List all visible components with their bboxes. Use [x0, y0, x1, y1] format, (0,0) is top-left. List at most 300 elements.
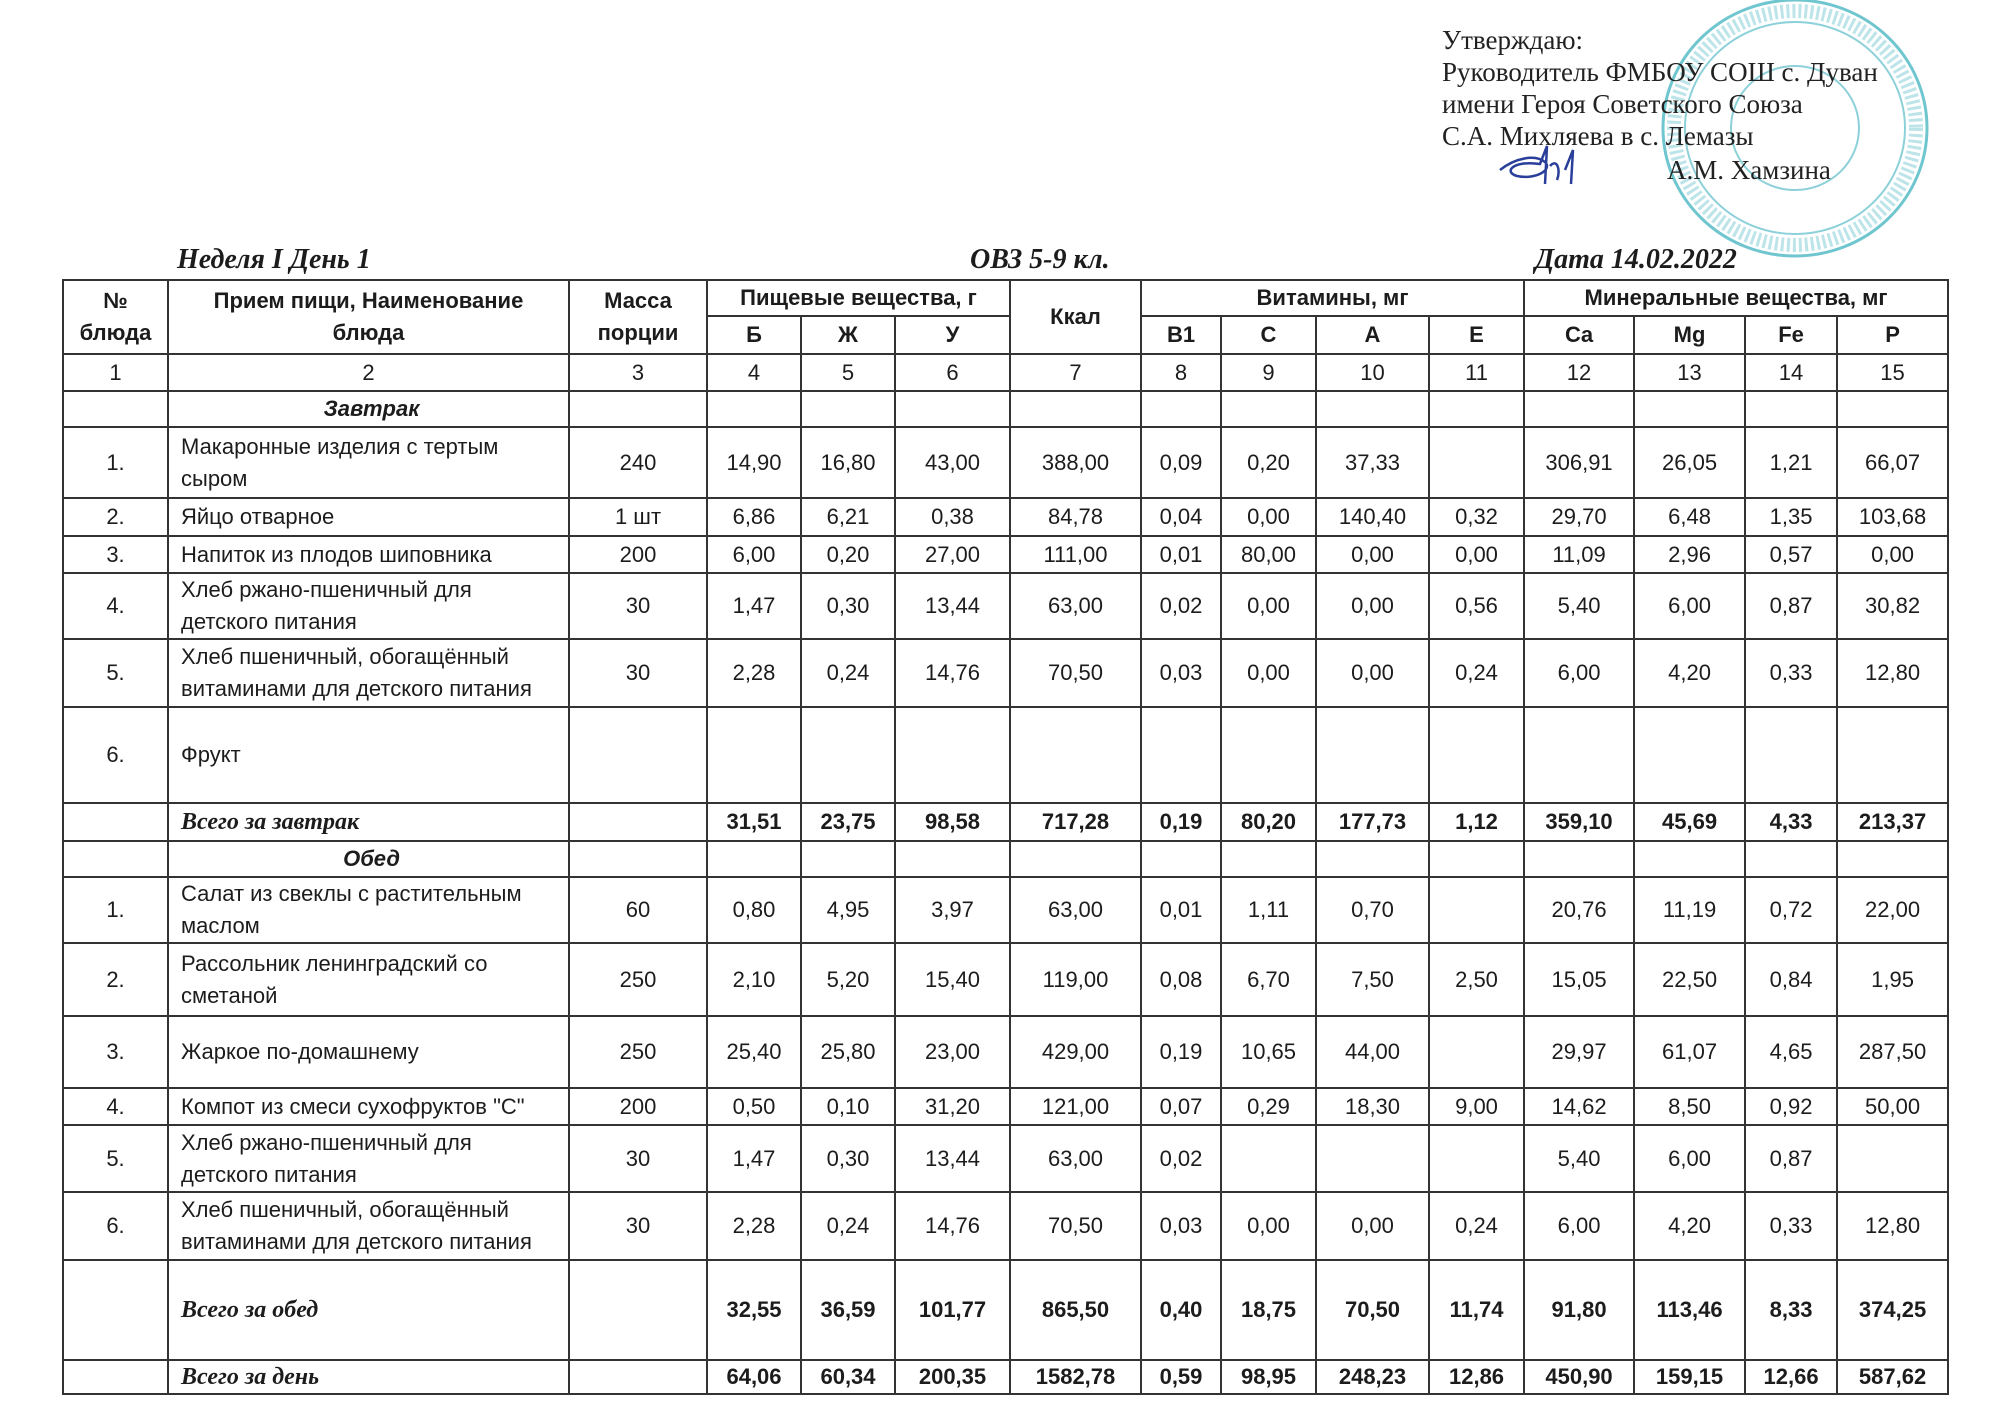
value-cell: 0,00 — [1316, 536, 1429, 573]
value-cell: 6,70 — [1221, 943, 1316, 1016]
total-row — [63, 1360, 1948, 1394]
value-cell: 0,84 — [1745, 943, 1837, 1016]
portion-mass — [569, 1360, 707, 1394]
value-cell: 450,90 — [1524, 1360, 1634, 1394]
header-mass: Масса порции — [569, 280, 707, 354]
value-cell: 98,95 — [1221, 1360, 1316, 1394]
value-cell: 213,37 — [1837, 803, 1948, 841]
portion-mass: 250 — [569, 1016, 707, 1088]
value-cell: 0,00 — [1221, 1192, 1316, 1260]
value-cell: 0,59 — [1141, 1360, 1221, 1394]
value-cell — [1316, 1125, 1429, 1192]
dish-number — [63, 1260, 168, 1360]
value-cell — [1010, 391, 1141, 427]
value-cell — [1141, 707, 1221, 803]
column-index-cell: 6 — [895, 354, 1010, 391]
portion-mass: 30 — [569, 573, 707, 639]
value-cell: 0,09 — [1141, 427, 1221, 498]
value-cell: 80,20 — [1221, 803, 1316, 841]
value-cell: 111,00 — [1010, 536, 1141, 573]
value-cell — [1745, 707, 1837, 803]
value-cell: 0,01 — [1141, 877, 1221, 943]
value-cell — [707, 707, 801, 803]
subheader-cell: Mg — [1634, 316, 1745, 354]
value-cell — [895, 391, 1010, 427]
dish-name: Всего за завтрак — [168, 803, 569, 841]
value-cell — [1634, 841, 1745, 877]
value-cell — [1634, 707, 1745, 803]
value-cell: 0,00 — [1221, 639, 1316, 707]
portion-mass — [569, 803, 707, 841]
value-cell — [1010, 841, 1141, 877]
dish-name: Обед — [168, 841, 569, 877]
dish-name: Рассольник ленинградский со сметаной — [168, 943, 569, 1016]
portion-mass: 30 — [569, 1125, 707, 1192]
value-cell: 248,23 — [1316, 1360, 1429, 1394]
column-index-cell: 14 — [1745, 354, 1837, 391]
value-cell: 3,97 — [895, 877, 1010, 943]
value-cell: 64,06 — [707, 1360, 801, 1394]
value-cell: 0,00 — [1429, 536, 1524, 573]
value-cell: 0,80 — [707, 877, 801, 943]
column-index-cell: 11 — [1429, 354, 1524, 391]
value-cell: 1582,78 — [1010, 1360, 1141, 1394]
portion-mass: 250 — [569, 943, 707, 1016]
value-cell: 101,77 — [895, 1260, 1010, 1360]
value-cell: 0,40 — [1141, 1260, 1221, 1360]
value-cell: 0,24 — [1429, 1192, 1524, 1260]
portion-mass: 200 — [569, 536, 707, 573]
value-cell: 0,72 — [1745, 877, 1837, 943]
portion-mass — [569, 1260, 707, 1360]
subheader-cell: Fe — [1745, 316, 1837, 354]
value-cell: 374,25 — [1837, 1260, 1948, 1360]
dish-number: 2. — [63, 498, 168, 536]
value-cell: 4,20 — [1634, 1192, 1745, 1260]
value-cell: 0,00 — [1316, 1192, 1429, 1260]
value-cell — [1745, 391, 1837, 427]
subheader-cell: У — [895, 316, 1010, 354]
dish-number: 6. — [63, 707, 168, 803]
value-cell — [1429, 877, 1524, 943]
dish-number: 2. — [63, 943, 168, 1016]
value-cell: 14,62 — [1524, 1088, 1634, 1125]
column-index-cell: 1 — [63, 354, 168, 391]
value-cell: 0,02 — [1141, 573, 1221, 639]
dish-name: Жаркое по-домашнему — [168, 1016, 569, 1088]
dish-number — [63, 1360, 168, 1394]
value-cell: 1,47 — [707, 1125, 801, 1192]
value-cell — [1429, 391, 1524, 427]
portion-mass: 240 — [569, 427, 707, 498]
portion-mass — [569, 841, 707, 877]
value-cell: 2,28 — [707, 1192, 801, 1260]
value-cell: 45,69 — [1634, 803, 1745, 841]
value-cell: 0,32 — [1429, 498, 1524, 536]
value-cell: 200,35 — [895, 1360, 1010, 1394]
value-cell: 0,30 — [801, 573, 895, 639]
value-cell: 26,05 — [1634, 427, 1745, 498]
value-cell: 61,07 — [1634, 1016, 1745, 1088]
value-cell — [1141, 841, 1221, 877]
table-row — [63, 877, 1948, 943]
value-cell: 0,03 — [1141, 639, 1221, 707]
dish-name: Хлеб ржано-пшеничный для детского питания — [168, 1125, 569, 1192]
value-cell: 1,47 — [707, 573, 801, 639]
value-cell: 0,08 — [1141, 943, 1221, 1016]
value-cell: 13,44 — [895, 1125, 1010, 1192]
header-num: № блюда — [63, 280, 168, 354]
value-cell: 36,59 — [801, 1260, 895, 1360]
value-cell: 0,70 — [1316, 877, 1429, 943]
value-cell: 12,80 — [1837, 639, 1948, 707]
subheader-cell: Ca — [1524, 316, 1634, 354]
dish-number: 3. — [63, 536, 168, 573]
value-cell: 2,96 — [1634, 536, 1745, 573]
value-cell: 0,04 — [1141, 498, 1221, 536]
table-row — [63, 1088, 1948, 1125]
value-cell: 359,10 — [1524, 803, 1634, 841]
value-cell: 27,00 — [895, 536, 1010, 573]
value-cell: 9,00 — [1429, 1088, 1524, 1125]
value-cell — [1634, 391, 1745, 427]
value-cell — [1429, 707, 1524, 803]
date-label: Дата 14.02.2022 — [1535, 244, 1737, 275]
table-row — [63, 639, 1948, 707]
value-cell: 103,68 — [1837, 498, 1948, 536]
value-cell — [1837, 391, 1948, 427]
value-cell — [895, 841, 1010, 877]
table-row — [63, 1016, 1948, 1088]
value-cell: 0,00 — [1837, 536, 1948, 573]
subheader-cell: Е — [1429, 316, 1524, 354]
value-cell: 0,33 — [1745, 639, 1837, 707]
value-cell: 66,07 — [1837, 427, 1948, 498]
column-index-cell: 3 — [569, 354, 707, 391]
value-cell: 0,19 — [1141, 803, 1221, 841]
value-cell: 1,35 — [1745, 498, 1837, 536]
value-cell — [1316, 391, 1429, 427]
dish-number: 6. — [63, 1192, 168, 1260]
table-row — [63, 707, 1948, 803]
dish-number: 1. — [63, 877, 168, 943]
value-cell: 6,00 — [1524, 1192, 1634, 1260]
value-cell: 22,50 — [1634, 943, 1745, 1016]
subheader-cell: С — [1221, 316, 1316, 354]
value-cell: 4,95 — [801, 877, 895, 943]
table-row — [63, 1192, 1948, 1260]
table-row — [63, 573, 1948, 639]
column-index-cell: 15 — [1837, 354, 1948, 391]
subheader-cell: Ж — [801, 316, 895, 354]
value-cell — [707, 391, 801, 427]
value-cell: 6,86 — [707, 498, 801, 536]
value-cell: 0,56 — [1429, 573, 1524, 639]
value-cell: 0,01 — [1141, 536, 1221, 573]
value-cell — [1316, 841, 1429, 877]
value-cell: 113,46 — [1634, 1260, 1745, 1360]
value-cell — [895, 707, 1010, 803]
value-cell: 4,33 — [1745, 803, 1837, 841]
value-cell: 287,50 — [1837, 1016, 1948, 1088]
dish-number: 5. — [63, 1125, 168, 1192]
dish-name: Яйцо отварное — [168, 498, 569, 536]
value-cell: 119,00 — [1010, 943, 1141, 1016]
table-row — [63, 536, 1948, 573]
dish-number — [63, 803, 168, 841]
value-cell — [1429, 1016, 1524, 1088]
value-cell: 12,66 — [1745, 1360, 1837, 1394]
menu-table — [62, 279, 1949, 1395]
value-cell: 43,00 — [895, 427, 1010, 498]
value-cell — [707, 841, 801, 877]
dish-name: Завтрак — [168, 391, 569, 427]
value-cell: 13,44 — [895, 573, 1010, 639]
value-cell: 84,78 — [1010, 498, 1141, 536]
column-index-cell: 4 — [707, 354, 801, 391]
value-cell: 12,86 — [1429, 1360, 1524, 1394]
dish-name: Компот из смеси сухофруктов "С" — [168, 1088, 569, 1125]
dish-number — [63, 841, 168, 877]
value-cell: 0,24 — [801, 1192, 895, 1260]
value-cell: 4,65 — [1745, 1016, 1837, 1088]
value-cell: 70,50 — [1010, 1192, 1141, 1260]
value-cell: 0,38 — [895, 498, 1010, 536]
value-cell — [1837, 1125, 1948, 1192]
dish-name: Всего за день — [168, 1360, 569, 1394]
portion-mass: 30 — [569, 639, 707, 707]
value-cell: 1,12 — [1429, 803, 1524, 841]
value-cell: 15,40 — [895, 943, 1010, 1016]
value-cell — [1221, 1125, 1316, 1192]
value-cell: 159,15 — [1634, 1360, 1745, 1394]
value-cell: 63,00 — [1010, 1125, 1141, 1192]
value-cell: 10,65 — [1221, 1016, 1316, 1088]
value-cell: 0,03 — [1141, 1192, 1221, 1260]
value-cell — [1316, 707, 1429, 803]
value-cell: 388,00 — [1010, 427, 1141, 498]
table-row — [63, 943, 1948, 1016]
dish-name: Хлеб ржано-пшеничный для детского питания — [168, 573, 569, 639]
value-cell: 140,40 — [1316, 498, 1429, 536]
header-vitamins: Витамины, мг — [1141, 280, 1524, 316]
value-cell: 0,00 — [1316, 639, 1429, 707]
value-cell: 0,50 — [707, 1088, 801, 1125]
value-cell: 12,80 — [1837, 1192, 1948, 1260]
value-cell — [1837, 707, 1948, 803]
value-cell: 0,00 — [1316, 573, 1429, 639]
value-cell: 0,29 — [1221, 1088, 1316, 1125]
value-cell: 31,20 — [895, 1088, 1010, 1125]
portion-mass: 200 — [569, 1088, 707, 1125]
value-cell: 6,00 — [1634, 573, 1745, 639]
value-cell: 0,00 — [1221, 573, 1316, 639]
value-cell: 30,82 — [1837, 573, 1948, 639]
value-cell — [1524, 841, 1634, 877]
dish-name: Фрукт — [168, 707, 569, 803]
value-cell: 20,76 — [1524, 877, 1634, 943]
header-name: Прием пищи, Наименование блюда — [168, 280, 569, 354]
value-cell: 0,24 — [801, 639, 895, 707]
approval-line: имени Героя Советского Союза — [1442, 89, 1803, 119]
value-cell — [1221, 391, 1316, 427]
header-kcal: Ккал — [1010, 280, 1141, 354]
value-cell: 0,92 — [1745, 1088, 1837, 1125]
value-cell: 0,02 — [1141, 1125, 1221, 1192]
week-day-label: Неделя I День 1 — [177, 244, 371, 275]
value-cell: 1,11 — [1221, 877, 1316, 943]
value-cell: 5,40 — [1524, 573, 1634, 639]
value-cell: 1,95 — [1837, 943, 1948, 1016]
column-index-cell: 2 — [168, 354, 569, 391]
value-cell: 2,50 — [1429, 943, 1524, 1016]
subheader-cell: В1 — [1141, 316, 1221, 354]
header-nutrients: Пищевые вещества, г — [707, 280, 1010, 316]
value-cell: 0,00 — [1221, 498, 1316, 536]
value-cell: 0,30 — [801, 1125, 895, 1192]
subheader-cell: А — [1316, 316, 1429, 354]
value-cell: 0,07 — [1141, 1088, 1221, 1125]
value-cell: 29,70 — [1524, 498, 1634, 536]
value-cell: 25,80 — [801, 1016, 895, 1088]
value-cell: 0,24 — [1429, 639, 1524, 707]
value-cell: 70,50 — [1316, 1260, 1429, 1360]
column-index-cell: 10 — [1316, 354, 1429, 391]
section-row — [63, 391, 1948, 427]
subheader-cell: P — [1837, 316, 1948, 354]
value-cell: 2,10 — [707, 943, 801, 1016]
value-cell: 0,20 — [1221, 427, 1316, 498]
value-cell: 50,00 — [1837, 1088, 1948, 1125]
value-cell: 587,62 — [1837, 1360, 1948, 1394]
dish-number: 4. — [63, 1088, 168, 1125]
approval-block — [1442, 24, 1878, 186]
value-cell: 80,00 — [1221, 536, 1316, 573]
value-cell: 29,97 — [1524, 1016, 1634, 1088]
value-cell: 865,50 — [1010, 1260, 1141, 1360]
value-cell: 63,00 — [1010, 877, 1141, 943]
value-cell: 18,75 — [1221, 1260, 1316, 1360]
value-cell: 60,34 — [801, 1360, 895, 1394]
value-cell: 14,76 — [895, 639, 1010, 707]
value-cell — [1429, 841, 1524, 877]
value-cell: 6,48 — [1634, 498, 1745, 536]
value-cell: 23,75 — [801, 803, 895, 841]
value-cell: 6,00 — [1524, 639, 1634, 707]
value-cell: 15,05 — [1524, 943, 1634, 1016]
table-row — [63, 427, 1948, 498]
dish-name: Всего за обед — [168, 1260, 569, 1360]
dish-number: 1. — [63, 427, 168, 498]
value-cell — [1745, 841, 1837, 877]
value-cell: 0,10 — [801, 1088, 895, 1125]
value-cell: 22,00 — [1837, 877, 1948, 943]
value-cell — [801, 391, 895, 427]
value-cell: 717,28 — [1010, 803, 1141, 841]
approval-line: С.А. Михляева в с. Лемазы — [1442, 121, 1754, 151]
dish-name: Салат из свеклы с растительным маслом — [168, 877, 569, 943]
value-cell — [1221, 707, 1316, 803]
dish-number — [63, 391, 168, 427]
portion-mass — [569, 707, 707, 803]
value-cell: 16,80 — [801, 427, 895, 498]
value-cell: 2,28 — [707, 639, 801, 707]
value-cell: 11,09 — [1524, 536, 1634, 573]
value-cell: 306,91 — [1524, 427, 1634, 498]
value-cell — [1524, 707, 1634, 803]
value-cell: 1,21 — [1745, 427, 1837, 498]
portion-mass: 1 шт — [569, 498, 707, 536]
approval-line: Утверждаю: — [1442, 25, 1584, 55]
total-row — [63, 803, 1948, 841]
value-cell: 4,20 — [1634, 639, 1745, 707]
column-index-cell: 13 — [1634, 354, 1745, 391]
group-label: ОВЗ 5-9 кл. — [970, 244, 1110, 275]
value-cell — [1221, 841, 1316, 877]
value-cell: 44,00 — [1316, 1016, 1429, 1088]
section-row — [63, 841, 1948, 877]
header-minerals: Минеральные вещества, мг — [1524, 280, 1948, 316]
value-cell — [1010, 707, 1141, 803]
value-cell — [801, 841, 895, 877]
dish-number: 5. — [63, 639, 168, 707]
value-cell: 5,40 — [1524, 1125, 1634, 1192]
value-cell: 31,51 — [707, 803, 801, 841]
value-cell: 7,50 — [1316, 943, 1429, 1016]
column-index-cell: 5 — [801, 354, 895, 391]
value-cell: 0,33 — [1745, 1192, 1837, 1260]
table-row — [63, 498, 1948, 536]
subheader-cell: Б — [707, 316, 801, 354]
value-cell: 70,50 — [1010, 639, 1141, 707]
value-cell: 6,00 — [707, 536, 801, 573]
value-cell — [1141, 391, 1221, 427]
value-cell: 8,33 — [1745, 1260, 1837, 1360]
value-cell: 11,74 — [1429, 1260, 1524, 1360]
portion-mass: 30 — [569, 1192, 707, 1260]
value-cell: 8,50 — [1634, 1088, 1745, 1125]
value-cell: 18,30 — [1316, 1088, 1429, 1125]
approval-signer: А.М. Хамзина — [1667, 155, 1831, 185]
value-cell: 429,00 — [1010, 1016, 1141, 1088]
portion-mass — [569, 391, 707, 427]
value-cell: 0,20 — [801, 536, 895, 573]
portion-mass: 60 — [569, 877, 707, 943]
value-cell: 0,87 — [1745, 573, 1837, 639]
value-cell: 14,90 — [707, 427, 801, 498]
value-cell: 0,19 — [1141, 1016, 1221, 1088]
value-cell: 177,73 — [1316, 803, 1429, 841]
column-index-cell: 8 — [1141, 354, 1221, 391]
table-row — [63, 1125, 1948, 1192]
value-cell: 32,55 — [707, 1260, 801, 1360]
dish-name: Макаронные изделия с тертым сыром — [168, 427, 569, 498]
value-cell: 23,00 — [895, 1016, 1010, 1088]
value-cell — [801, 707, 895, 803]
value-cell: 0,57 — [1745, 536, 1837, 573]
value-cell — [1429, 1125, 1524, 1192]
column-index-cell: 9 — [1221, 354, 1316, 391]
value-cell: 11,19 — [1634, 877, 1745, 943]
value-cell: 37,33 — [1316, 427, 1429, 498]
value-cell: 121,00 — [1010, 1088, 1141, 1125]
value-cell: 5,20 — [801, 943, 895, 1016]
value-cell: 91,80 — [1524, 1260, 1634, 1360]
value-cell: 14,76 — [895, 1192, 1010, 1260]
approval-line: Руководитель ФМБОУ СОШ с. Дуван — [1442, 57, 1878, 87]
value-cell: 98,58 — [895, 803, 1010, 841]
column-index-cell: 7 — [1010, 354, 1141, 391]
